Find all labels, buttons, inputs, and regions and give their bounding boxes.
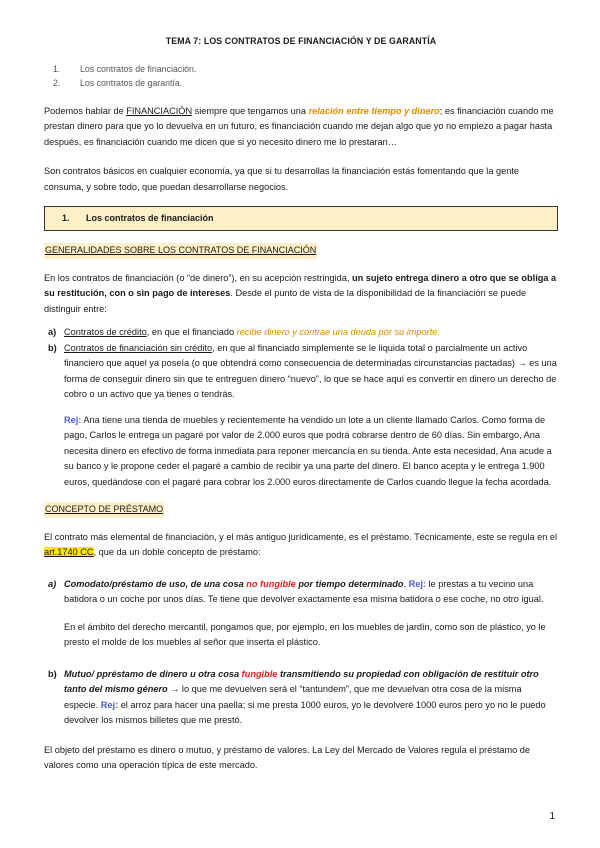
- table-of-contents: [53, 62, 558, 90]
- document-page: [44, 34, 558, 774]
- toc-item: 1. Los contratos de financiación.: [53, 63, 197, 74]
- intro-paragraph-1: Podemos hablar de FINANCIACIÓN siempre que tengamos una relación entre tiempo y dinero; es financiación cuando me prestan dinero para que yo lo devuelva en un futuro, es financiación cuando me dejan algo que yo no empiezo a pagar hasta después, es financiación cuando me dicen que si yo necesito dinero me lo prestaran…: [44, 105, 554, 147]
- generalidades-paragraph: En los contratos de financiación (o “de dinero”), en su acepción restringida, un sujeto entrega dinero a otro que se obliga a su restitución, con o sin pago de intereses. Desde el punto de vista de la disponibilidad de la financiación se puede distinguir entre:: [44, 272, 557, 314]
- list-item: a) Contratos de crédito, en que el financiado recibe dinero y contrae una deuda por su importe.: [48, 327, 440, 337]
- toc-item: 2. Los contratos de garantía.: [53, 77, 183, 88]
- financing-types-list: [44, 325, 558, 403]
- subheading-prestamo: CONCEPTO DE PRÉSTAMO: [44, 502, 164, 518]
- closing-paragraph: El objeto del préstamo es dinero o mutuo, y préstamo de valores. La Ley del Mercado de Valores regula el préstamo de valores como una operación típica de este mercado.: [44, 744, 531, 770]
- example-paragraph: Rej: Ana tiene una tienda de muebles y recientemente ha vendido un lote a un cliente llamado Carlos. Como forma de pago, Carlos le entrega un pagaré por valor de 2.000 euros que podrá cobrarse dentro de 60 días. Sin embargo, Ana necesita dinero en efectivo de forma inmediata para reponer mercancía en su tienda. Ante esta necesidad, Ana acude a su banco y le propone ceder el pagaré a cambio de recibir ya una parte del dinero. El banco acepta y le entrega 1.900 euros, quedándose con el pagaré para cobrar los 2.000 euros directamente de Carlos cuando llegue la fecha acordada.: [64, 414, 552, 487]
- page-title: TEMA 7: LOS CONTRATOS DE FINANCIACIÓN Y DE GARANTÍA: [165, 36, 437, 46]
- list-item: b) Contratos de financiación sin crédito, en que al financiado simplemente se le liquida total o parcialmente un activo financiero que aquel ya poseía (o que obtendrá como consecuencia de determinadas circunstancias pactadas) → es una forma de conseguir dinero sin que te entreguen dinero “nuevo”, lo que se hace aquí es convertir en dinero un derecho de cobro o un activo que ya tienes o tendrás.: [48, 342, 557, 399]
- page-number: 1: [549, 811, 555, 822]
- intro-paragraph-2: Son contratos básicos en cualquier economía, ya que si tu desarrollas la financiación estás fomentando que la gente consuma, y sobre todo, que puedan desarrollarse negocios.: [44, 166, 519, 192]
- section-heading-box: 1. Los contratos de financiación: [44, 206, 558, 231]
- prestamo-paragraph: El contrato más elemental de financiación, y el más antiguo jurídicamente, es el préstamo. Técnicamente, este se regula en el art.1740 CC, que da un doble concepto de préstamo:: [44, 531, 558, 557]
- comodato-paragraph: En el ámbito del derecho mercantil, pongamos que, por ejemplo, en los muebles de jardín, como son de plástico, yo le presto el molde de los muebles al señor que inserta el plástico.: [64, 621, 546, 647]
- list-item: b) Mutuo/ ppréstamo de dinero u otra cosa fungible transmitiendo su propiedad con obligación de restituir otro tanto del mismo género → lo que me devuelven será el “tantundem”, que me devuelvan otra cosa de la misma especie. Rej: el arroz para hacer una paella; si me presta 1000 euros, yo le devolveré 1000 euros pero yo no le puedo devolver los mismos billetes que me prestó.: [48, 668, 546, 725]
- subheading-generalidades: GENERALIDADES SOBRE LOS CONTRATOS DE FINANCIACIÓN: [44, 243, 317, 259]
- list-item: a) Comodato/préstamo de uso, de una cosa no fungible por tiempo determinado. Rej: le prestas a tu vecino una batidora o un coche por unos días. Te tiene que devolver exactamente esa misma batidora o ese coche, no otro igual.: [48, 578, 544, 604]
